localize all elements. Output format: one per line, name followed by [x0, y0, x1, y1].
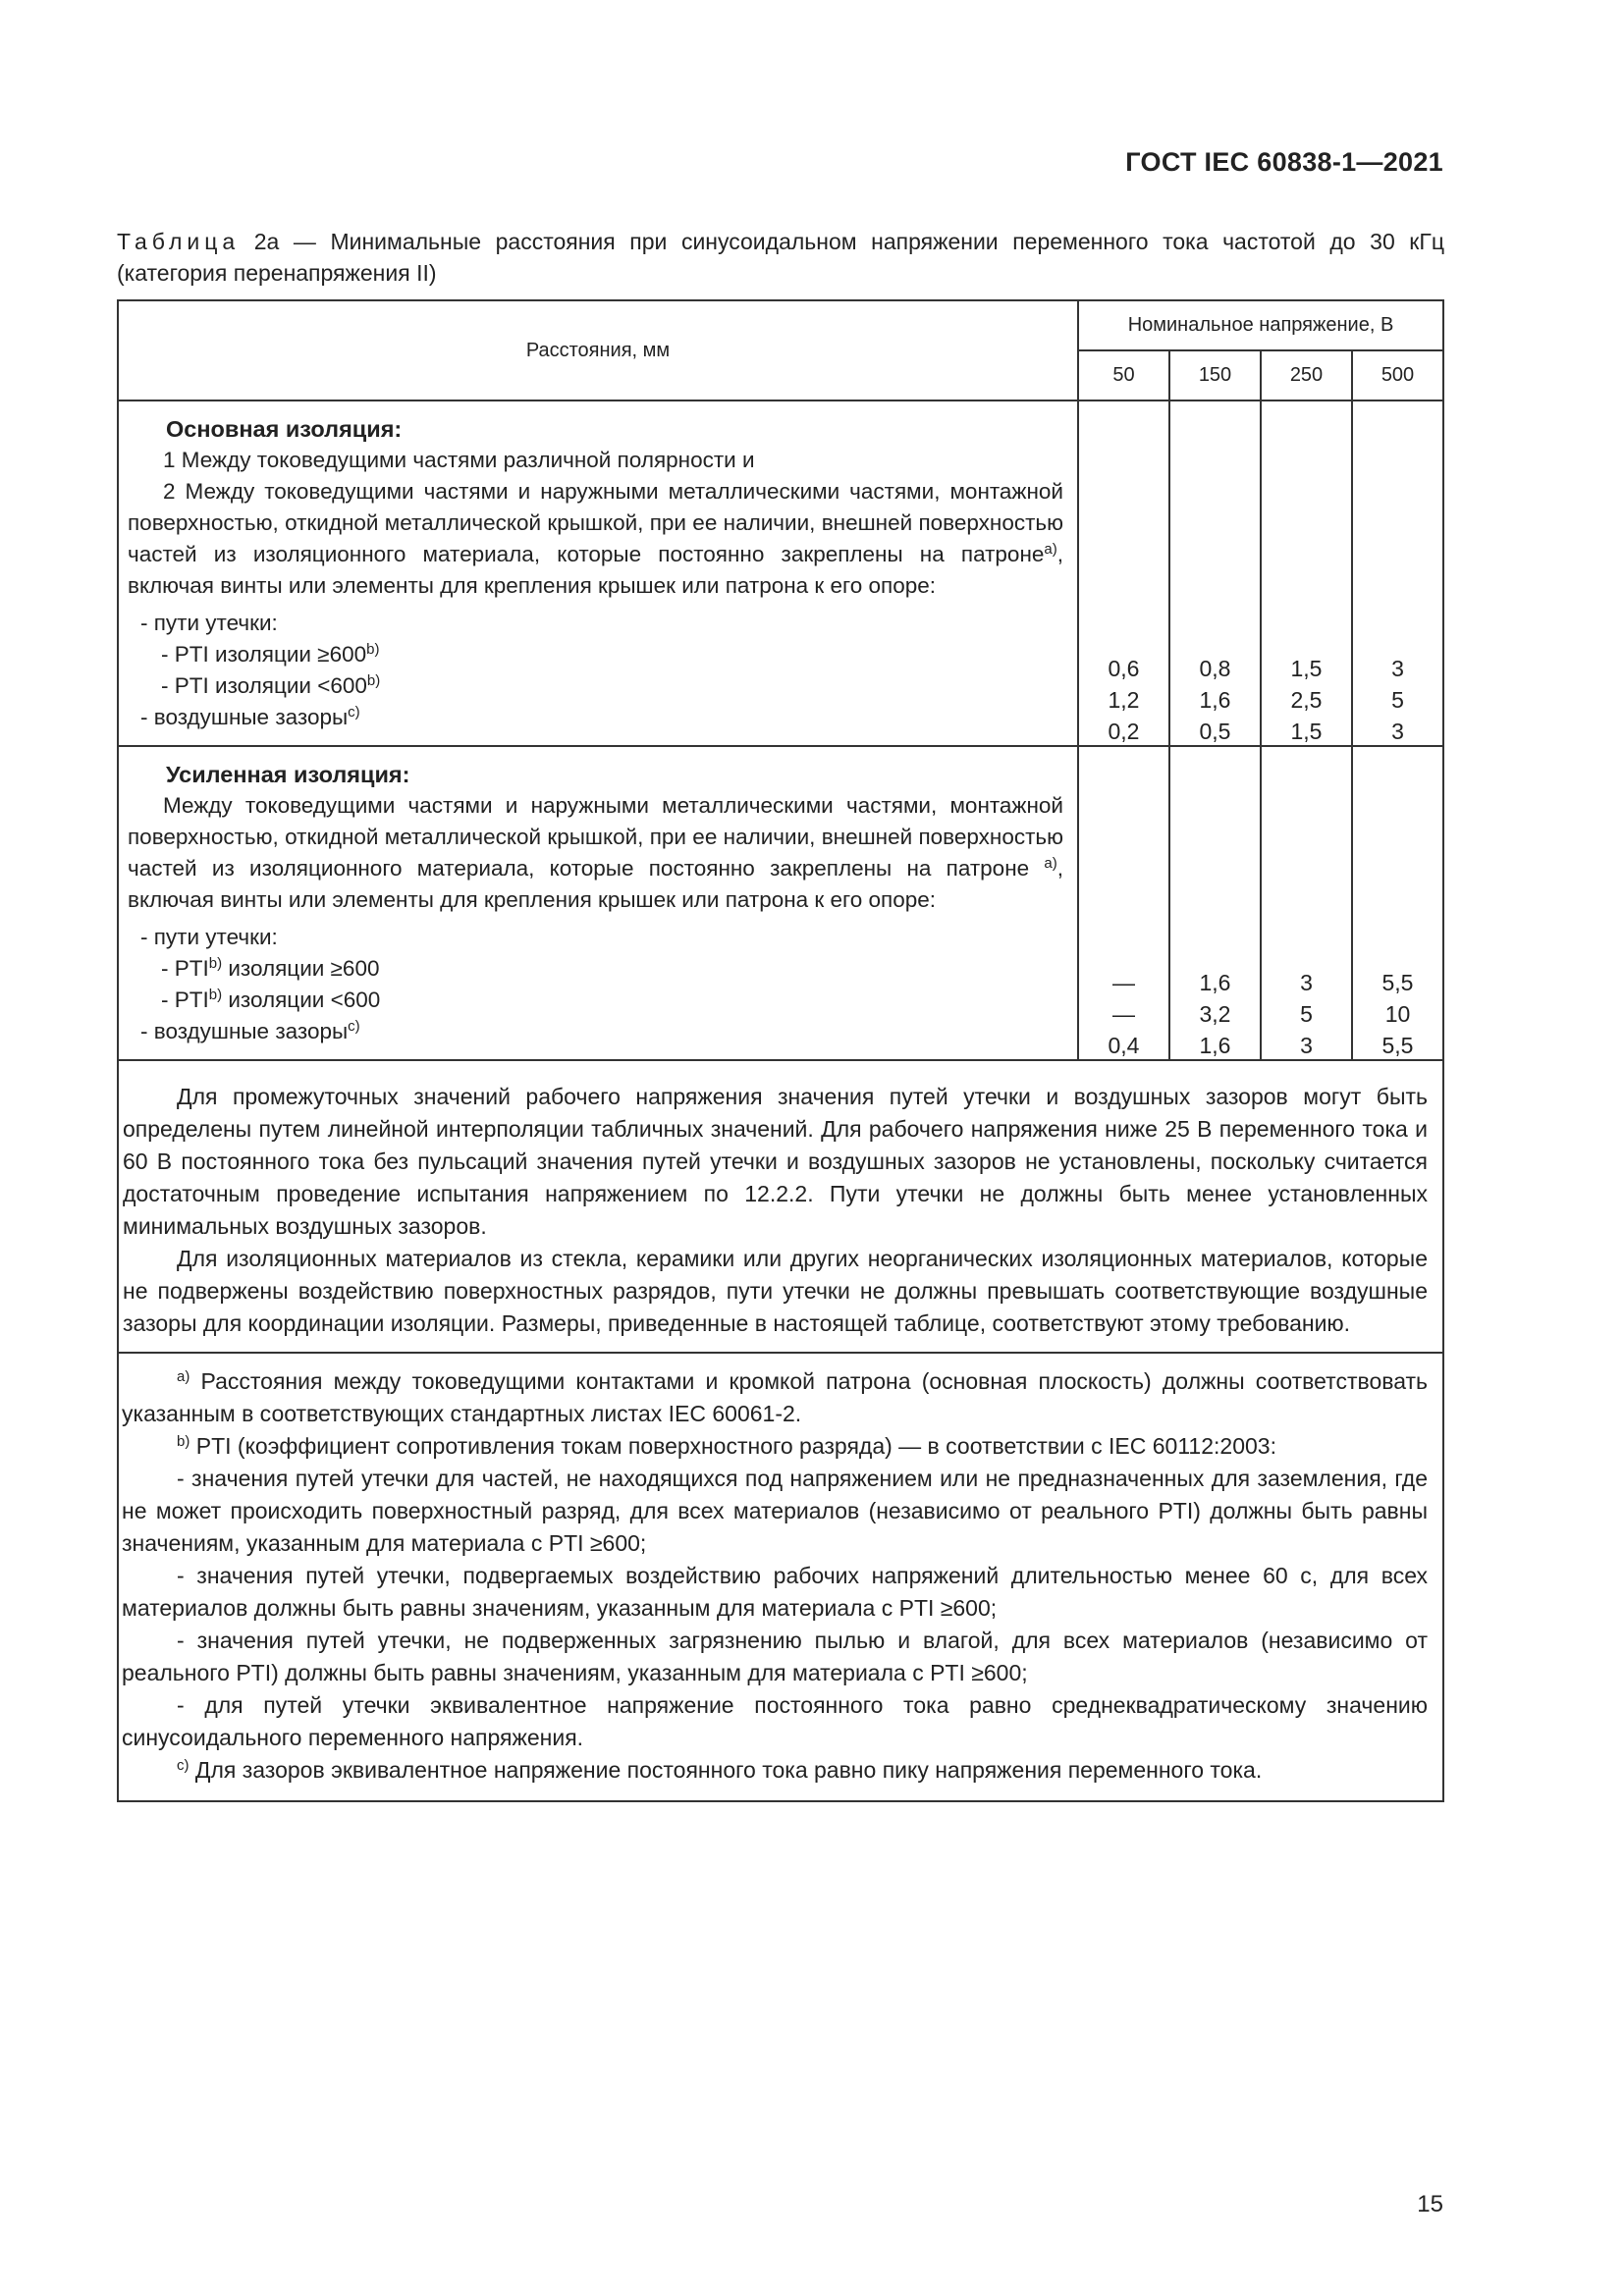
footnote-b: [122, 1430, 1428, 1463]
value-cell: 5: [1300, 1001, 1313, 1027]
footnote-b-item-2: - значения путей утечки, подвергаемых воздействию рабочих напряжений длительностью менее 60 с, для всех материалов должны быть равны значениям, указанным для материала с PTI ≥600;: [122, 1563, 1428, 1621]
value-cell: 0,6: [1108, 656, 1140, 681]
basic-line2-tail: , включая винты или элементы для крепления крышек или патрона к его опоре:: [128, 542, 1063, 598]
value-cell: 3: [1300, 1033, 1313, 1058]
reinforced-values-50: [1078, 746, 1169, 1060]
reinforced-pti-ge600-b: изоляции ≥600: [222, 956, 380, 981]
basic-line2-text: 2 Между токоведущими частями и наружными металлическими частями, монтажной поверхностью, откидной металлической крышкой, при ее наличии, внешней поверхностью частей из изоляционного материала, которые постоянно закреплены на патроне: [128, 479, 1063, 566]
notes-row: [118, 1060, 1443, 1353]
value-cell: 1,5: [1290, 719, 1323, 744]
footnote-a: [122, 1365, 1428, 1430]
reinforced-pti-lt600-b: изоляции <600: [222, 988, 381, 1012]
value-cell: 5,5: [1381, 970, 1414, 995]
basic-air-gaps-text: - воздушные зазоры: [140, 705, 349, 729]
footnote-ref-b: b): [208, 987, 223, 1003]
reinforced-values-250: [1261, 746, 1352, 1060]
footnote-c: [122, 1754, 1428, 1787]
reinforced-values-150: [1169, 746, 1261, 1060]
footnote-b-text: PTI (коэффициент сопротивления токам поверхностного разряда) — в соответствии с IEC 60112:2003:: [189, 1433, 1276, 1459]
value-cell: —: [1112, 970, 1135, 995]
value-cell: 5,5: [1381, 1033, 1414, 1058]
basic-pti-lt600-text: - PTI изоляции <600: [161, 673, 367, 698]
reinforced-values-500: [1352, 746, 1443, 1060]
basic-line1: 1 Между токоведущими частями различной полярности и: [163, 448, 755, 472]
reinforced-text-tail: , включая винты или элементы для крепления крышек или патрона к его опоре:: [128, 856, 1063, 912]
value-cell: 1,2: [1108, 687, 1140, 713]
value-cell: 3: [1391, 719, 1404, 744]
basic-line2: [128, 476, 1063, 602]
basic-values-500: [1352, 400, 1443, 746]
distances-table: [117, 299, 1444, 1802]
table-caption-text: 2а — Минимальные расстояния при синусоидальном напряжении переменного тока частотой до 30 кГц (категория перенапряжения II): [117, 229, 1444, 286]
reinforced-text-body: Между токоведущими частями и наружными металлическими частями, монтажной поверхностью, откидной металлической крышкой, при ее наличии, внешней поверхностью частей из изоляционного материала, которые постоянно закреплены на патроне: [128, 793, 1063, 881]
reinforced-air-gaps-text: - воздушные зазоры: [140, 1019, 349, 1043]
value-cell: 1,6: [1199, 970, 1231, 995]
reinforced-insulation-row: [118, 746, 1443, 1060]
basic-values-50: [1078, 400, 1169, 746]
footnotes-row: [118, 1353, 1443, 1801]
reinforced-text: [128, 790, 1063, 916]
reinforced-pti-ge600: [161, 953, 1063, 985]
value-cell: 3,2: [1199, 1001, 1231, 1027]
footnote-ref-c: c): [348, 704, 360, 721]
value-cell: 5: [1391, 687, 1404, 713]
basic-values-150: [1169, 400, 1261, 746]
footnote-mark-c: c): [177, 1757, 189, 1774]
footnote-ref-b: b): [366, 641, 380, 658]
footnote-ref-a: a): [1044, 541, 1057, 558]
footnote-ref-a: a): [1044, 855, 1057, 872]
note-paragraph-2: Для изоляционных материалов из стекла, керамики или других неорганических изоляционных материалов, которые не подвержены воздействию поверхностных разрядов, пути утечки не должны превышать соответствующие воздушные зазоры для координации изоляции. Размеры, приведенные в настоящей таблице, соответствуют этому требованию.: [123, 1246, 1428, 1336]
basic-insulation-row: [118, 400, 1443, 746]
basic-values-250: [1261, 400, 1352, 746]
footnote-b-item-3: - значения путей утечки, не подверженных загрязнению пылью и влагой, для всех материалов (независимо от реального PTI) должны быть равны значениям, указанным для материала с PTI ≥600;: [122, 1628, 1428, 1685]
basic-air-gaps: [140, 702, 1063, 733]
footnote-b-item-4: - для путей утечки эквивалентное напряжение постоянного тока равно среднеквадратическому значению синусоидального переменного напряжения.: [122, 1692, 1428, 1750]
reinforced-air-gaps: [140, 1016, 1063, 1047]
reinforced-creepage-label: - пути утечки:: [140, 925, 278, 949]
reinforced-pti-lt600: [161, 985, 1063, 1016]
basic-insulation-description: [118, 400, 1078, 746]
page-number: 15: [1417, 2191, 1443, 2217]
value-cell: 0,5: [1199, 719, 1231, 744]
basic-pti-lt600: [161, 670, 1063, 702]
reinforced-pti-ge600-a: - PTI: [161, 956, 209, 981]
header-voltage-250: 250: [1261, 350, 1352, 400]
basic-insulation-title: Основная изоляция:: [166, 416, 403, 442]
value-cell: —: [1112, 1001, 1135, 1027]
reinforced-insulation-description: [118, 746, 1078, 1060]
value-cell: 1,5: [1290, 656, 1323, 681]
value-cell: 10: [1384, 1001, 1411, 1027]
header-nominal-voltage: Номинальное напряжение, В: [1078, 300, 1443, 350]
header-voltage-50: 50: [1078, 350, 1169, 400]
basic-creepage-label: - пути утечки:: [140, 611, 278, 635]
footnote-c-text: Для зазоров эквивалентное напряжение постоянного тока равно пику напряжения переменного тока.: [189, 1757, 1263, 1783]
basic-pti-ge600: [161, 639, 1063, 670]
table-label: Таблица: [117, 229, 241, 254]
reinforced-pti-lt600-a: - PTI: [161, 988, 209, 1012]
footnote-ref-c: c): [348, 1018, 360, 1035]
header-distances: Расстояния, мм: [118, 300, 1078, 400]
footnote-ref-b: b): [208, 955, 223, 972]
value-cell: 0,2: [1108, 719, 1140, 744]
footnote-ref-b: b): [366, 672, 381, 689]
note-paragraph-1: Для промежуточных значений рабочего напряжения значения путей утечки и воздушных зазоров могут быть определены путем линейной интерполяции табличных значений. Для рабочего напряжения ниже 25 В переменного тока и 60 В постоянного тока без пульсаций значения путей утечки и воздушных зазоров не установлены, поскольку считается достаточным проведение испытания напряжением по 12.2.2. Пути утечки не должны быть менее установленных минимальных воздушных зазоров.: [123, 1084, 1428, 1239]
footnote-a-text: Расстояния между токоведущими контактами и кромкой патрона (основная плоскость) должны соответствовать указанным в соответствующих стандартных листах IEC 60061-2.: [122, 1368, 1428, 1426]
reinforced-insulation-title: Усиленная изоляция:: [166, 762, 410, 787]
value-cell: 0,8: [1199, 656, 1231, 681]
value-cell: 3: [1391, 656, 1404, 681]
value-cell: 0,4: [1108, 1033, 1140, 1058]
footnote-mark-b: b): [177, 1433, 190, 1450]
header-voltage-150: 150: [1169, 350, 1261, 400]
value-cell: 2,5: [1290, 687, 1323, 713]
standard-designation: ГОСТ IEC 60838-1—2021: [1125, 147, 1443, 177]
footnote-b-item-1: - значения путей утечки для частей, не находящихся под напряжением или не предназначенных для заземления, где не может происходить поверхностный разряд, для всех материалов (независимо от реального PTI) должны быть равны значениям, указанным для материала с PTI ≥600;: [122, 1466, 1428, 1556]
footnote-mark-a: a): [177, 1368, 190, 1385]
value-cell: 1,6: [1199, 687, 1231, 713]
table-notes: [118, 1060, 1443, 1353]
basic-pti-ge600-text: - PTI изоляции ≥600: [161, 642, 367, 667]
table-caption: [117, 226, 1444, 289]
header-voltage-500: 500: [1352, 350, 1443, 400]
value-cell: 3: [1300, 970, 1313, 995]
table-footnotes: [118, 1353, 1443, 1801]
value-cell: 1,6: [1199, 1033, 1231, 1058]
